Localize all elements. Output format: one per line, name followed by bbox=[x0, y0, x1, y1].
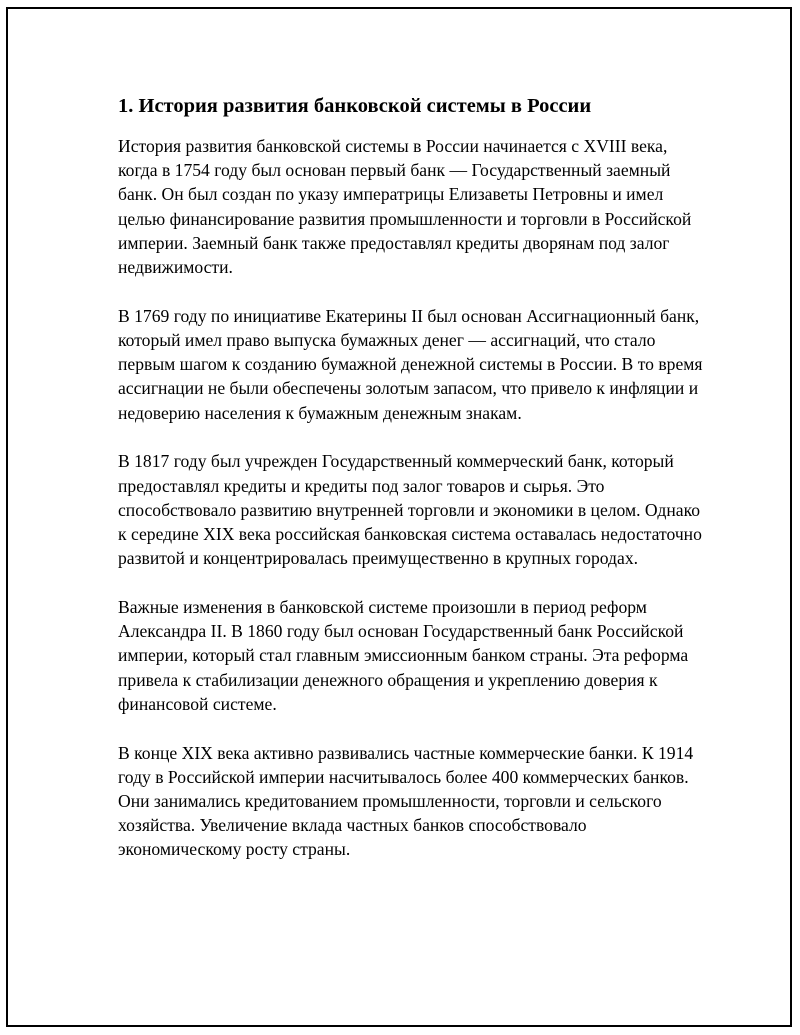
document-body bbox=[118, 92, 708, 886]
paragraph-2: В 1769 году по инициативе Екатерины II был основан Ассигнационный банк, который имел право выпуска бумажных денег — ассигнаций, что стало первым шагом к созданию бумажной денежной системы в России. В то время ассигнации не были обеспечены золотым запасом, что привело к инфляции и недоверию населения к бумажным денежным знакам. bbox=[118, 305, 703, 423]
section-title: 1. История развития банковской системы в России bbox=[118, 95, 592, 117]
paragraph-5: В конце XIX века активно развивались частные коммерческие банки. К 1914 году в Российской империи насчитывалось более 400 коммерческих банков. Они занимались кредитованием промышленности, торговли и сельского хозяйства. Увеличение вклада частных банков способствовало экономическому росту страны. bbox=[118, 742, 694, 860]
paragraph-1: История развития банковской системы в России начинается с XVIII века, когда в 1754 году был основан первый банк — Государственный заемный банк. Он был создан по указу императрицы Елизаветы Петровны и имел целью финансирование развития промышленности и торговли в Российской империи. Заемный банк также предоставлял кредиты дворянам под залог недвижимости. bbox=[118, 136, 692, 278]
paragraph-4: Важные изменения в банковской системе произошли в период реформ Александра II. В 1860 году был основан Государственный банк Российской империи, который стал главным эмиссионным банком страны. Эта реформа привела к стабилизации денежного обращения и укреплению доверия к финансовой системе. bbox=[118, 597, 689, 714]
paragraph-3: В 1817 году был учрежден Государственный коммерческий банк, который предоставлял кредиты и кредиты под залог товаров и сырья. Это способствовало развитию внутренней торговли и экономики в целом. Однако к середине XIX века российская банковская система оставалась недостаточно развитой и концентрировалась преимущественно в крупных городах. bbox=[118, 451, 702, 569]
